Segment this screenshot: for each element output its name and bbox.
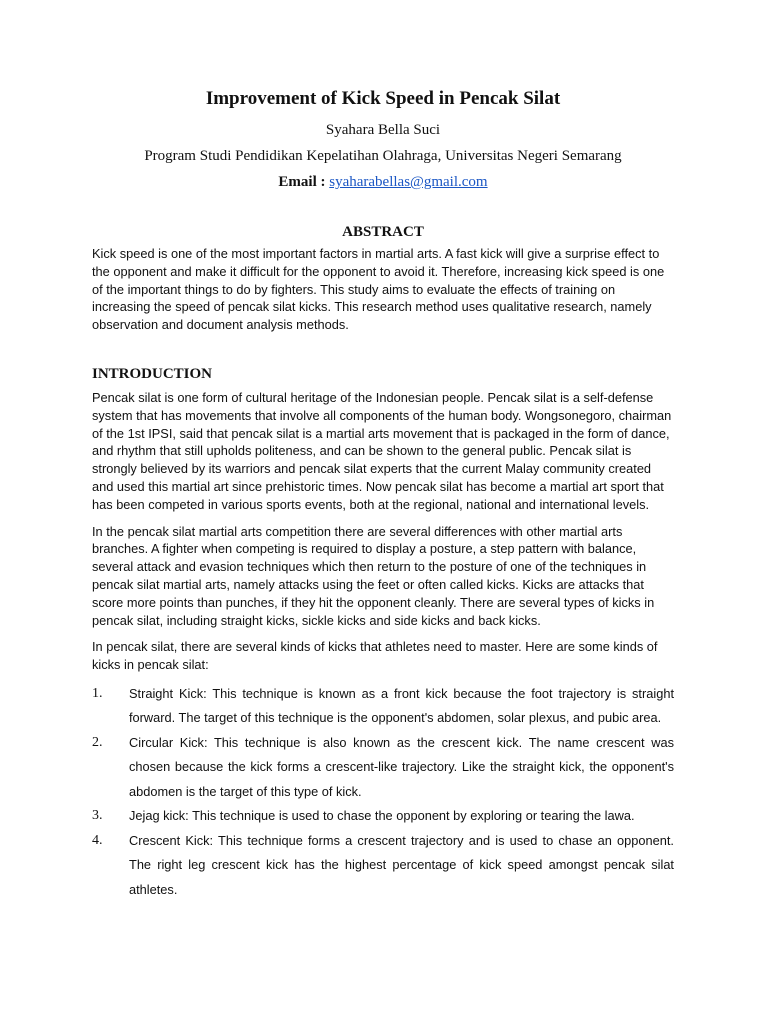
list-text: Straight Kick: This technique is known as a front kick because the foot trajectory is straight forward. The target of this technique is the opponent's abdomen, solar plexus, and pubic area. [129,685,674,726]
paper-page [92,86,674,902]
email-link[interactable]: syaharabellas@gmail.com [329,174,488,190]
list-text: Jejag kick: This technique is used to chase the opponent by exploring or tearing the lawa. [129,808,635,824]
list-item [92,682,674,731]
list-item [92,804,674,829]
list-number: 3. [92,808,103,824]
affiliation: Program Studi Pendidikan Kepelatihan Olahraga, Universitas Negeri Semarang [144,148,622,164]
list-text: Circular Kick: This technique is also known as the crescent kick. The name crescent was chosen because the kick forms a crescent-like trajectory. Like the straight kick, the opponent's abdomen is the target of this type of kick. [129,734,674,799]
paper-title: Improvement of Kick Speed in Pencak Silat [205,88,561,109]
kicks-list [92,682,674,903]
list-text: Crescent Kick: This technique forms a crescent trajectory and is used to chase an opponent. The right leg crescent kick has the highest percentage of kick speed amongst pencak silat athletes. [129,832,674,897]
intro-paragraph: Pencak silat is one form of cultural heritage of the Indonesian people. Pencak silat is a self-defense system that has movements that involve all components of the human body. Wongsonegoro, chairman of the 1st IPSI, said that pencak silat is a martial arts movement that is packaged in the form of dance, and rhythm that still upholds politeness, and can be shown to the general public. Pencak silat is strongly believed by its warriors and pencak silat experts that the current Malay community created and used this martial art since prehistoric times. Now pencak silat has become a martial art sport that has been competed in various sports events, both at the regional, national and international levels. [92,389,672,512]
abstract-text: Kick speed is one of the most important factors in martial arts. A fast kick will give a surprise effect to the opponent and make it difficult for the opponent to avoid it. Therefore, increasing kick speed is one of the important things to do by fighters. This study aims to evaluate the effects of training on increasing the speed of pencak silat kicks. This research method uses qualitative research, namely observation and document analysis methods. [92,246,665,333]
intro-paragraph: In pencak silat, there are several kinds of kicks that athletes need to master. Here are some kinds of kicks in pencak silat: [92,639,658,673]
list-item [92,829,674,903]
list-item [92,731,674,805]
author-name: Syahara Bella Suci [325,122,441,138]
list-number: 4. [92,832,103,848]
email-label: Email : [278,174,326,190]
introduction-heading: INTRODUCTION [92,365,213,382]
intro-paragraph: In the pencak silat martial arts competition there are several differences with other martial arts branches. A fighter when competing is required to display a posture, a step pattern with balance, several attack and evasion techniques which then return to the posture of one of the techniques in pencak silat martial arts, namely attacks using the feet or often called kicks. Kicks are attacks that score more points than punches, if they hit the opponent cleanly. There are several types of kicks in pencak silat, including straight kicks, sickle kicks and side kicks and back kicks. [92,523,655,628]
list-number: 2. [92,734,103,750]
email-line [92,172,674,192]
abstract-heading: ABSTRACT [342,224,424,240]
list-number: 1. [92,685,103,701]
